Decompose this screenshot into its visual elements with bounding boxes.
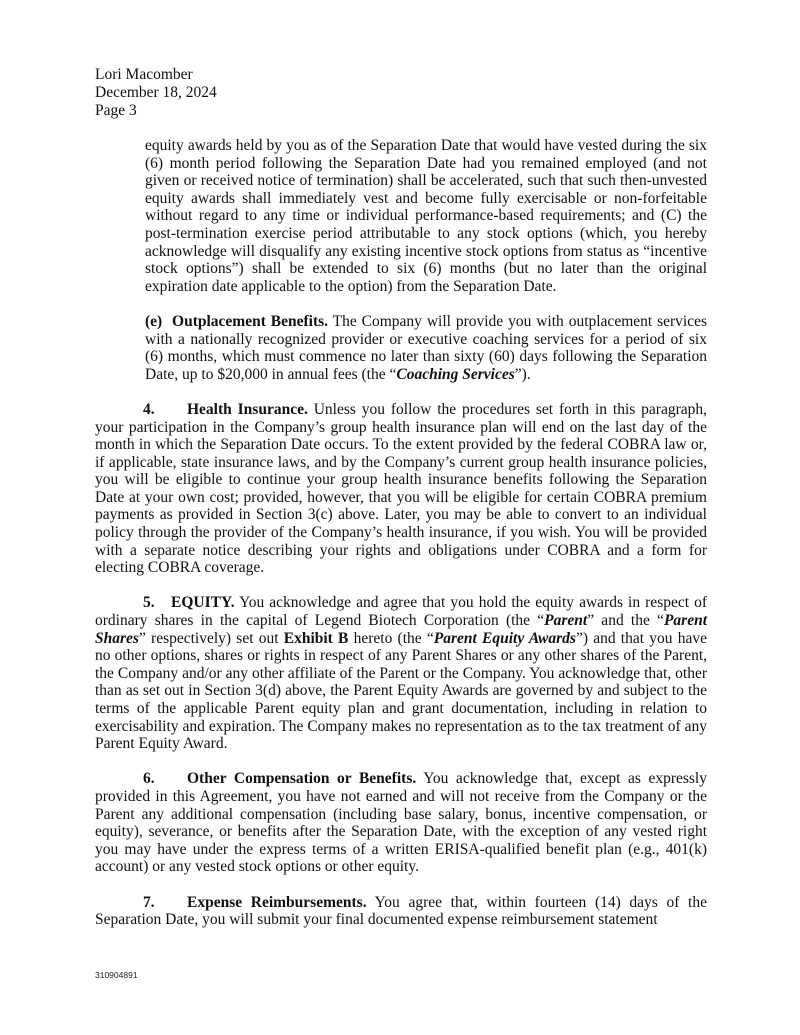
section-5-heading: EQUITY. (171, 594, 235, 612)
paragraph-3e-text-2: ”). (514, 365, 531, 383)
document-body (95, 137, 707, 929)
exhibit-b-reference: Exhibit B (283, 629, 349, 647)
paragraph-3e-heading: Outplacement Benefits. (172, 312, 329, 330)
section-7-expense-reimbursements (95, 894, 707, 929)
section-7-text: You agree that, within fourteen (14) days of the Separation Date, you will submit your final documented expense reimbursement statement (95, 893, 707, 929)
section-6-heading: Other Compensation or Benefits. (187, 770, 417, 788)
paragraph-3e-label: (e) (145, 312, 163, 330)
letter-header (95, 66, 217, 120)
letter-date: December 18, 2024 (95, 84, 217, 101)
section-6-other-compensation (95, 770, 707, 876)
section-7-number: 7. (143, 893, 155, 911)
paragraph-3e-outplacement (145, 313, 707, 383)
recipient-name: Lori Macomber (95, 66, 193, 83)
defined-term-coaching-services: Coaching Services (396, 365, 515, 383)
paragraph-3e-text-1: The Company will provide you with outplacement services with a nationally recognized provider or executive coaching services for a period of six (6) months, which must commence no later than sixty (60) days following the Separation Date, up to $20,000 in annual fees (the “ (145, 312, 708, 383)
section-6-number: 6. (143, 770, 155, 788)
section-4-number: 4. (143, 400, 155, 418)
section-7-heading: Expense Reimbursements. (187, 893, 367, 911)
section-5-text-1: You acknowledge and agree that you hold the equity awards in respect of ordinary shares in the capital of Legend Biotech Corporation (the “ (95, 594, 707, 630)
section-4-text: Unless you follow the procedures set forth in this paragraph, your participation in the Company’s group health insurance plan will end on the last day of the month in which the Separation Date occurs. To the extent provided by the federal COBRA law or, if applicable, state insurance laws, and by the Company’s current group health insurance policies, you will be eligible to continue your group health insurance benefits following the Separation Date at your own cost; provided, however, that you will be eligible for certain COBRA premium payments as provided in Section 3(c) above. Later, you may be able to convert to an individual policy through the provider of the Company’s health insurance, if you wish. You will be provided with a separate notice describing your rights and obligations under COBRA and a form for electing COBRA coverage. (95, 400, 708, 577)
defined-term-parent: Parent (544, 612, 588, 630)
defined-term-parent-shares: Parent Shares (95, 612, 707, 647)
paragraph-3d-continuation (145, 137, 707, 295)
section-5-text-5: ”) and that you have no other options, shares or rights in respect of any Parent Shares or any other shares of the Parent, the Company and/or any other affiliate of the Parent or the Company. You acknowledge that, other than as set out in Section 3(d) above, the Parent Equity Awards are governed by and subject to the terms of the applicable Parent equity plan and grant documentation, including in relation to exercisability and expiration. The Company makes no representation as to the tax treatment of any Parent Equity Award. (95, 629, 707, 753)
section-5-text-2: ” and the “ (587, 612, 664, 630)
section-6-text: You acknowledge that, except as expressly provided in this Agreement, you have not earned and will not receive from the Company or the Parent any additional compensation (including base salary, bonus, incentive compensation, or equity), severance, or benefits after the Separation Date, with the exception of any vested right you may have under the express terms of a written ERISA-qualified benefit plan (e.g., 401(k) account) or any vested stock options or other equity. (95, 770, 707, 876)
section-5-text-3: ” respectively) set out (138, 629, 284, 647)
defined-term-parent-equity-awards: Parent Equity Awards (433, 629, 576, 647)
document-id-footer: 310904891 (95, 970, 138, 980)
section-4-heading: Health Insurance. (187, 400, 308, 418)
page-number: Page 3 (95, 102, 137, 119)
section-5-equity: 5. EQUITY. You acknowledge and agree that you hold the equity awards in respect of ordinary shares in the capital of Legend Biotech Corporation (the “Parent” and the “Parent Shares” respectively) set out Exhibit B hereto (the “Parent Equity Awards”) and that you have no other options, shares or rights in respect of any Parent Shares or any other shares of the Parent, the Company and/or any other affiliate of the Parent or the Company. You acknowledge that, other than as set out in Section 3(d) above, the Parent Equity Awards are governed by and subject to the terms of the applicable Parent equity plan and grant documentation, including in relation to exercisability and expiration. The Company makes no representation as to the tax treatment of any Parent Equity Award. (95, 594, 707, 753)
section-5-text-4: hereto (the “ (348, 629, 434, 647)
section-4-health-insurance (95, 401, 707, 577)
paragraph-3d-text: equity awards held by you as of the Separation Date that would have vested during the six (6) month period following the Separation Date had you remained employed (and not given or received notice of termination) shall be accelerated, such that such then-unvested equity awards shall immediately vest and become fully exercisable or non-forfeitable without regard to any time or individual performance-based requirements; and (C) the post-termination exercise period attributable to any stock options (which, you hereby acknowledge will disqualify any existing incentive stock options from status as “incentive stock options”) shall be extended to six (6) months (but no later than the original expiration date applicable to the option) from the Separation Date. (145, 137, 707, 295)
